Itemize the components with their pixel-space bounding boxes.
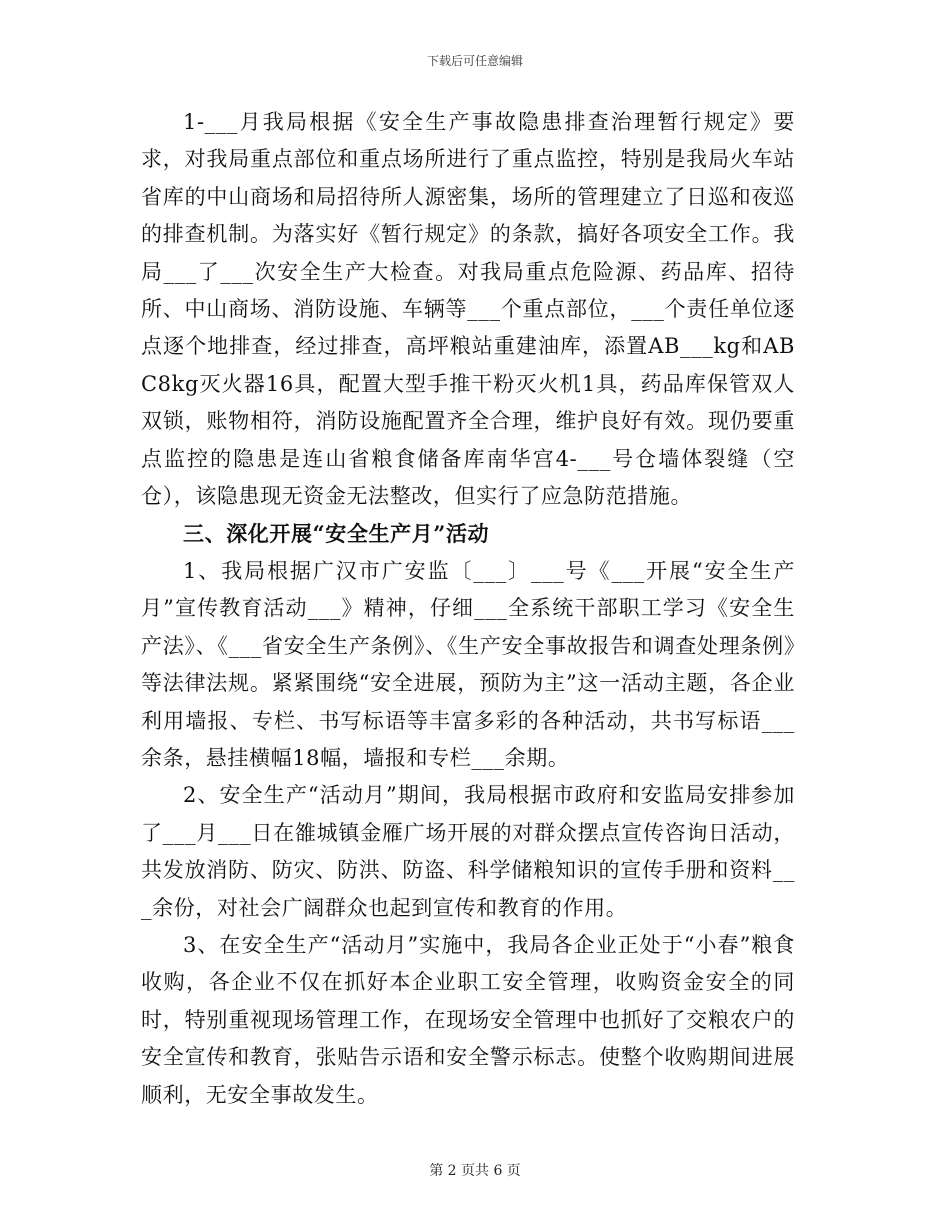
paragraph-safety-month-2: 2、安全生产“活动月”期间，我局根据市政府和安监局安排参加了___月___日在雒城镇金雁广场开展的对群众摆点宣传咨询日活动，共发放消防、防灾、防洪、防盗、科学储粮知识的宣传手册和资料___余份，对社会广阔群众也起到宣传和教育的作用。: [141, 783, 795, 920]
paragraph-safety-month-3: 3、在安全生产“活动月”实施中，我局各企业正处于“小春”粮食收购，各企业不仅在抓好本企业职工安全管理，收购资金安全的同时，特别重视现场管理工作，在现场安全管理中也抓好了交粮农户的安全宣传和教育，张贴告示语和安全警示标志。使整个收购期间进展顺利，无安全事故发生。: [141, 932, 795, 1107]
page-number-footer: 第 2 页共 6 页: [429, 1163, 521, 1179]
paragraph-hazard-inspection: 1-___月我局根据《安全生产事故隐患排查治理暂行规定》要求，对我局重点部位和重点场所进行了重点监控，特别是我局火车站省库的中山商场和局招待所人源密集，场所的管理建立了日巡和夜巡的排查机制。为落实好《暂行规定》的条款，搞好各项安全工作。我局___了___次安全生产大检查。对我局重点危险源、药品库、招待所、中山商场、消防设施、车辆等___个重点部位，___个责任单位逐点逐个地排查，经过排查，高坪粮站重建油库，添置AB___kg和ABC8kg灭火器16具，配置大型手推干粉灭火机1具，药品库保管双人双锁，账物相符，消防设施配置齐全合理，维护良好有效。现仍要重点监控的隐患是连山省粮食储备库南华宫4-___号仓墙体裂缝（空仓），该隐患现无资金无法整改，但实行了应急防范措施。: [141, 110, 795, 509]
paragraph-safety-month-1: 1、我局根据广汉市广安监〔___〕___号《___开展“安全生产月”宣传教育活动___》精神，仔细___全系统干部职工学习《安全生产法》、《___省安全生产条例》、《生产安全事故报告和调查处理条例》等法律法规。紧紧围绕“安全进展，预防为主”这一活动主题，各企业利用墙报、专栏、书写标语等丰富多彩的各种活动，共书写标语___余条，悬挂横幅18幅，墙报和专栏___余期。: [141, 558, 795, 770]
page-header: 下载后可任意编辑: [426, 54, 523, 68]
document-body: [141, 104, 795, 1114]
section-heading-safety-month: 三、深化开展“安全生产月”活动: [183, 521, 490, 547]
